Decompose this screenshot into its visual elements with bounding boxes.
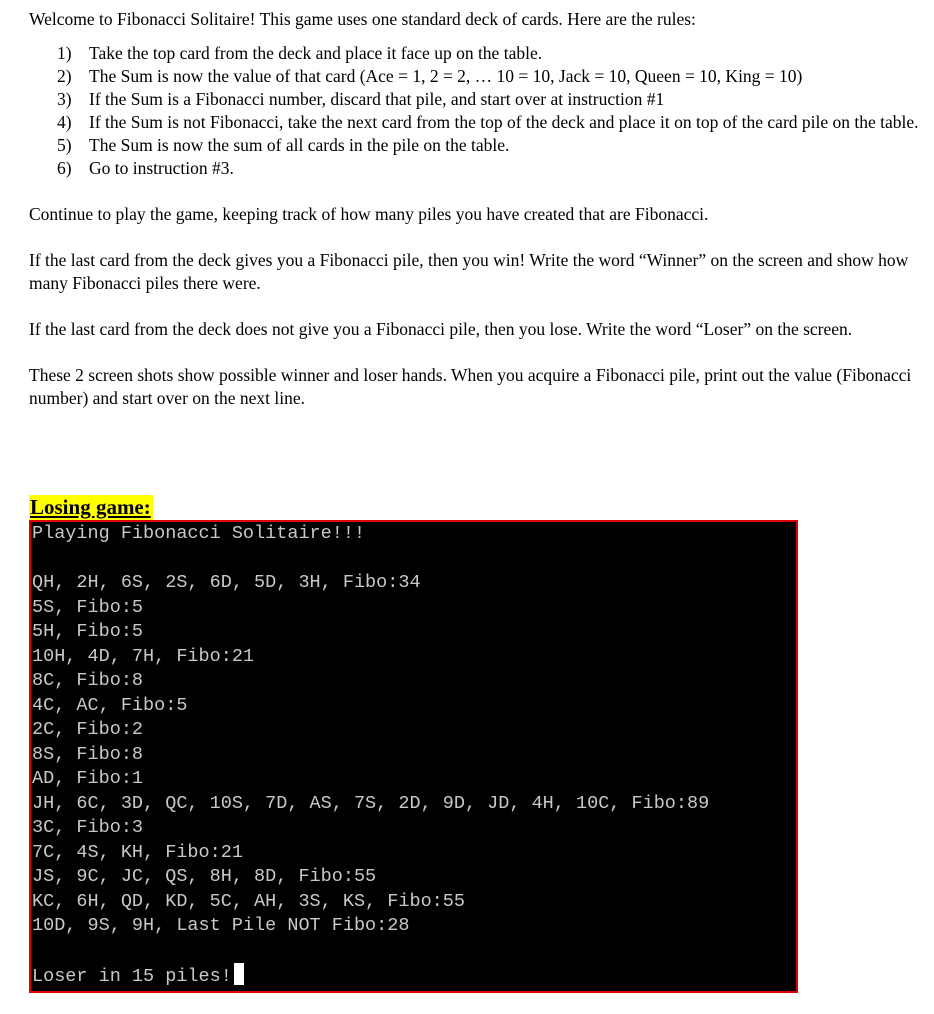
console-result-row [31, 963, 796, 988]
console-pile-line: 7C, 4S, KH, Fibo:21 [32, 841, 243, 863]
rule-text: Go to instruction #3. [89, 158, 234, 178]
rule-item [57, 111, 924, 134]
winner-paragraph: If the last card from the deck gives you a Fibonacci pile, then you win! Write the word “Winner” on the screen and show how many Fibonacci piles there were. [29, 250, 909, 293]
console-pile-line: KC, 6H, QD, KD, 5C, AH, 3S, KS, Fibo:55 [32, 890, 465, 912]
intro-text: Welcome to Fibonacci Solitaire! This game uses one standard deck of cards. Here are the rules: [29, 9, 696, 29]
console-pile-line: QH, 2H, 6S, 2S, 6D, 5D, 3H, Fibo:34 [32, 572, 421, 593]
rules-list [29, 42, 924, 180]
rule-item [57, 65, 924, 88]
console-pile-line: 5S, Fibo:5 [32, 596, 144, 618]
rule-text: The Sum is now the sum of all cards in the pile on the table. [89, 135, 510, 155]
console-pile-line: 4C, AC, Fibo:5 [32, 694, 188, 716]
rule-item [57, 134, 924, 157]
console-blank-line [31, 939, 796, 964]
continue-paragraph: Continue to play the game, keeping track of how many piles you have created that are Fibonacci. [29, 204, 709, 224]
rule-number: 6) [57, 158, 72, 178]
console-pile-line: 5H, Fibo:5 [32, 621, 144, 642]
losing-game-heading: Losing game: [30, 495, 151, 519]
console-blank-line [31, 547, 796, 572]
rule-item [57, 157, 924, 180]
rule-item [57, 42, 924, 65]
rule-number: 3) [57, 89, 72, 109]
console-pile-line: 10H, 4D, 7H, Fibo:21 [32, 645, 255, 667]
rule-number: 5) [57, 135, 72, 155]
document-body [29, 8, 924, 410]
text-cursor-icon [234, 963, 244, 985]
rule-number: 4) [57, 112, 72, 132]
console-window [29, 520, 798, 993]
rule-number: 1) [57, 43, 72, 63]
console-pile-line: 2C, Fibo:2 [32, 719, 144, 740]
losing-game-heading-wrap [29, 495, 153, 520]
console-title-line: Playing Fibonacci Solitaire!!! [32, 523, 366, 544]
console-pile-line: AD, Fibo:1 [32, 768, 144, 789]
console-pile-line: JS, 9C, JC, QS, 8H, 8D, Fibo:55 [32, 866, 377, 887]
rule-item [57, 88, 924, 111]
console-pile-line: 8C, Fibo:8 [32, 670, 144, 691]
console-pile-line: 10D, 9S, 9H, Last Pile NOT Fibo:28 [32, 915, 410, 936]
rule-number: 2) [57, 66, 72, 86]
loser-paragraph: If the last card from the deck does not give you a Fibonacci pile, then you lose. Write the word “Loser” on the screen. [29, 319, 853, 339]
rule-text: If the Sum is not Fibonacci, take the next card from the top of the deck and place it on top of the card pile on the table. [89, 112, 919, 132]
rule-text: If the Sum is a Fibonacci number, discard that pile, and start over at instruction #1 [89, 89, 665, 109]
console-pile-line: 8S, Fibo:8 [32, 743, 144, 765]
rule-text: The Sum is now the value of that card (Ace = 1, 2 = 2, … 10 = 10, Jack = 10, Queen = 10, King = 10) [89, 66, 803, 86]
screenshots-paragraph: These 2 screen shots show possible winner and loser hands. When you acquire a Fibonacci pile, print out the value (Fibonacci number) and start over on the next line. [29, 365, 912, 408]
console-result-line: Loser in 15 piles! [32, 966, 232, 987]
rule-text: Take the top card from the deck and place it face up on the table. [89, 43, 543, 63]
console-pile-line: JH, 6C, 3D, QC, 10S, 7D, AS, 7S, 2D, 9D, JD, 4H, 10C, Fibo:89 [32, 792, 710, 814]
console-pile-line: 3C, Fibo:3 [32, 817, 144, 838]
